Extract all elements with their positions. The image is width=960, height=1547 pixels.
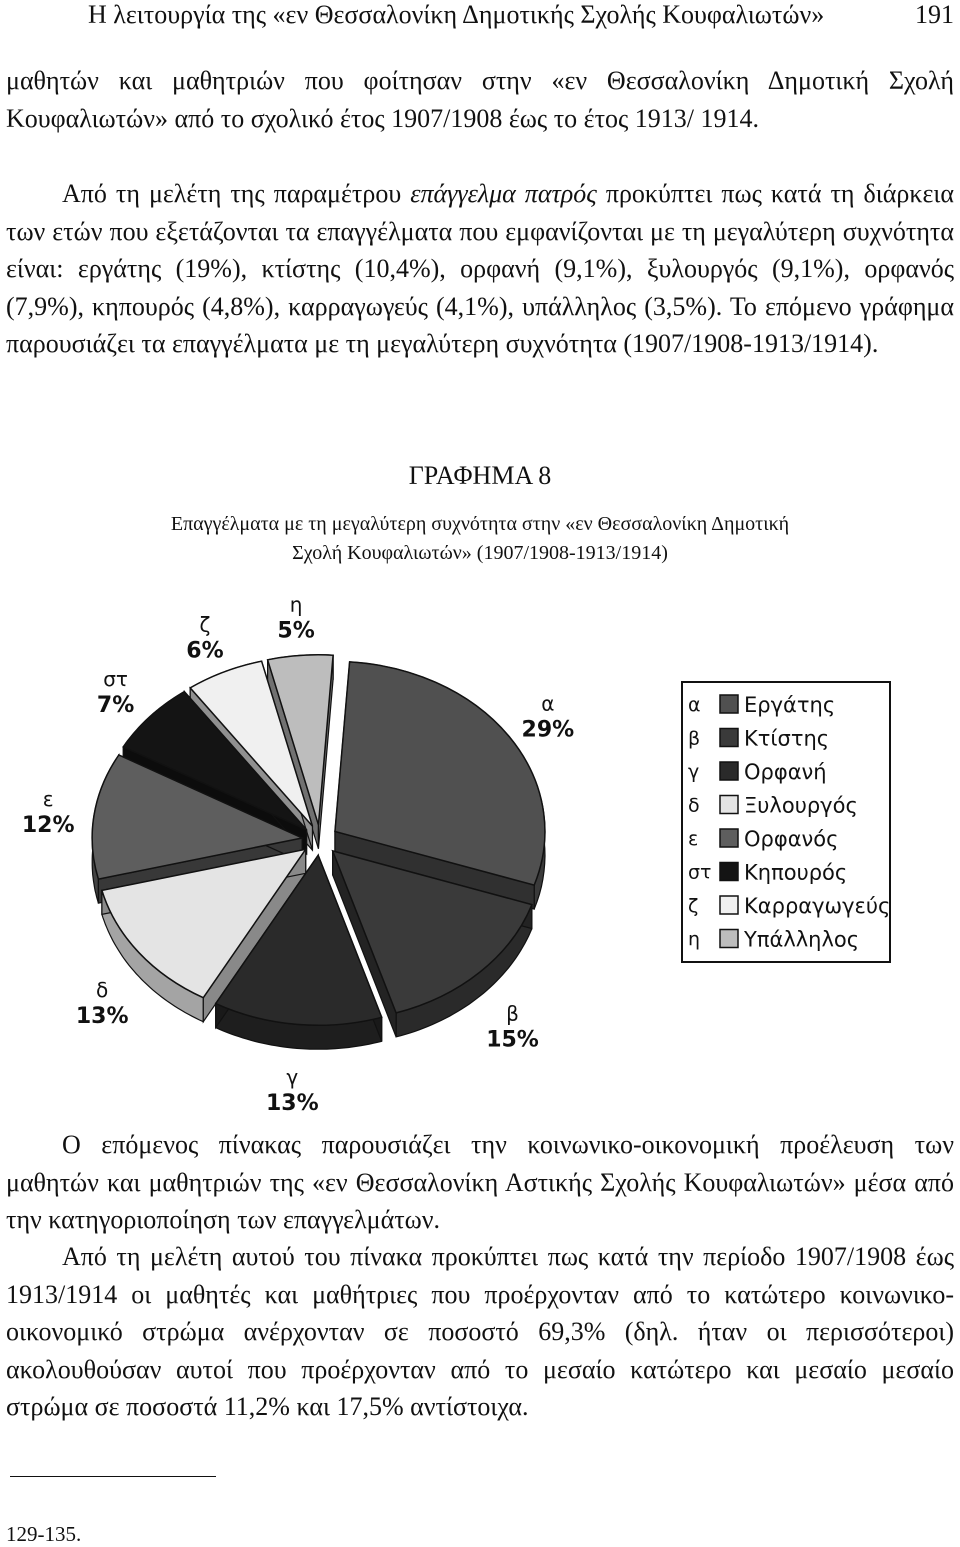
legend-letter: α <box>688 694 701 716</box>
slice-letter: ε <box>42 787 54 812</box>
legend-letter: β <box>688 727 701 750</box>
legend-swatch <box>720 829 738 847</box>
slice-letter: ζ <box>199 612 211 637</box>
slice-label-7 <box>186 612 223 663</box>
slice-percent: 13% <box>265 1091 319 1117</box>
pie-slices <box>92 655 545 1049</box>
legend-label: Εργάτης <box>744 693 836 717</box>
slice-percent: 15% <box>486 1027 539 1053</box>
legend-label: Καρραγωγεύς <box>744 894 891 918</box>
legend-box <box>682 682 890 962</box>
closing-paragraph-2: Από τη μελέτη αυτού του πίνακα προκύπτει πως κατά την περίοδο 1907/1908 έως 1913/1914 οι μαθητές και μαθήτριες που προέρχονταν από το κατώτερο κοινωνικο-οικονομικό στρώμα ανέρχονταν σε ποσοστό 69,3% (δηλ. ήταν οι περισσότεροι) ακολουθούσαν αυτοί που προέρχονταν από το μεσαίο κατώτερο και μεσαίο μεσαίο στρώμα σε ποσοστά 11,2% και 17,5% αντίστοιχα. <box>6 1242 954 1421</box>
legend-swatch <box>720 729 738 747</box>
figure-title: ΓΡΑΦΗΜΑ 8 <box>408 461 552 490</box>
legend-letter: γ <box>688 761 700 783</box>
legend-swatch <box>720 930 738 948</box>
footnote-rule <box>10 1476 216 1477</box>
slice-percent: 7% <box>96 692 135 718</box>
legend-letter: η <box>688 928 701 951</box>
slice-percent: 29% <box>521 717 575 743</box>
slice-percent: 5% <box>277 618 315 644</box>
slice-label-3 <box>266 1065 319 1116</box>
slice-letter: β <box>506 1001 519 1026</box>
legend-swatch <box>720 796 738 814</box>
intro-paragraph: μαθητών και μαθητριών που φοίτησαν στην «εν Θεσσαλονίκη Δημοτική Σχολή Κουφαλιωτών» από το σχολικό έτος 1907/1908 έως το έτος 1913/ 1914. <box>6 66 954 133</box>
analysis-italic-term: επάγγελμα πατρός <box>410 179 597 208</box>
legend-label: Ορφανός <box>744 827 839 851</box>
legend-label: Υπάλληλος <box>744 927 860 952</box>
slice-letter: α <box>541 691 555 716</box>
figure-caption-line-1: Επαγγέλματα με τη μεγαλύτερη συχνότητα στην «εν Θεσσαλονίκη Δημοτική <box>170 513 790 535</box>
slice-percent: 12% <box>21 813 75 839</box>
analysis-paragraph <box>6 175 954 363</box>
running-header <box>88 0 954 30</box>
pie-chart <box>0 592 960 1117</box>
figure-caption-line-2: Σχολή Κουφαλιωτών» (1907/1908-1913/1914) <box>292 542 668 564</box>
slice-label-4 <box>76 978 129 1029</box>
slice-label-8 <box>277 592 314 643</box>
slice-letter: γ <box>286 1065 299 1090</box>
legend-letter: ζ <box>688 895 699 917</box>
legend-letter: στ <box>688 861 712 884</box>
legend-label: Κτίστης <box>744 726 830 751</box>
slice-percent: 13% <box>75 1003 129 1029</box>
slice-label-6 <box>97 667 134 718</box>
legend-swatch <box>720 863 738 881</box>
legend-swatch <box>720 695 738 713</box>
running-title: Η λειτουργία της «εν Θεσσαλονίκη Δημοτικής Σχολής Κουφαλιωτών» <box>88 0 825 29</box>
legend-swatch <box>720 762 738 780</box>
pie-chart-svg <box>0 592 960 1117</box>
slice-letter: η <box>289 592 303 617</box>
analysis-text-end: προκύπτει πως κατά τη διάρκεια των ετών που εξετάζονται τα επαγγέλματα που εμφανίζονται με τη μεγαλύτερη συχνότητα είναι: εργάτης (19%), κτίστης (10,4%), ορφανή (9,1%), ξυλουργός (9,1%), ορφανός (7,9%), κηπουρός (4,8%), καρραγωγεύς (4,1%), υπάλληλος (3,5%). Το επόμενο γράφημα παρουσιάζει τα επαγγέλματα με τη μεγαλύτερη συχνότητα (1907/1908-1913/1914). <box>6 179 954 358</box>
figure-caption <box>100 510 860 568</box>
footnote: 129-135. <box>6 1522 82 1546</box>
slice-label-1 <box>522 692 575 743</box>
legend-letter: δ <box>688 794 700 817</box>
slice-label-5 <box>22 787 75 838</box>
slice-label-2 <box>486 1001 539 1052</box>
legend-label: Ξυλουργός <box>744 793 858 818</box>
analysis-text-start: Από τη μελέτη της παραμέτρου <box>62 179 411 208</box>
slice-letter: δ <box>96 977 109 1002</box>
legend-swatch <box>720 896 738 914</box>
slice-percent: 6% <box>186 638 224 664</box>
legend-label: Ορφανή <box>744 760 827 784</box>
page-number: 191 <box>915 0 954 29</box>
closing-paragraph-1: Ο επόμενος πίνακας παρουσιάζει την κοινωνικο-οικονομική προέλευση των μαθητών και μαθητριών της «εν Θεσσαλονίκη Αστικής Σχολής Κουφαλιωτών» μέσα από την κατηγοριοποίηση των επαγγελμάτων. <box>6 1130 954 1234</box>
slice-letter: στ <box>103 666 128 691</box>
legend-label: Κηπουρός <box>744 860 848 885</box>
chart-legend <box>682 682 890 962</box>
legend-letter: ε <box>688 828 699 850</box>
